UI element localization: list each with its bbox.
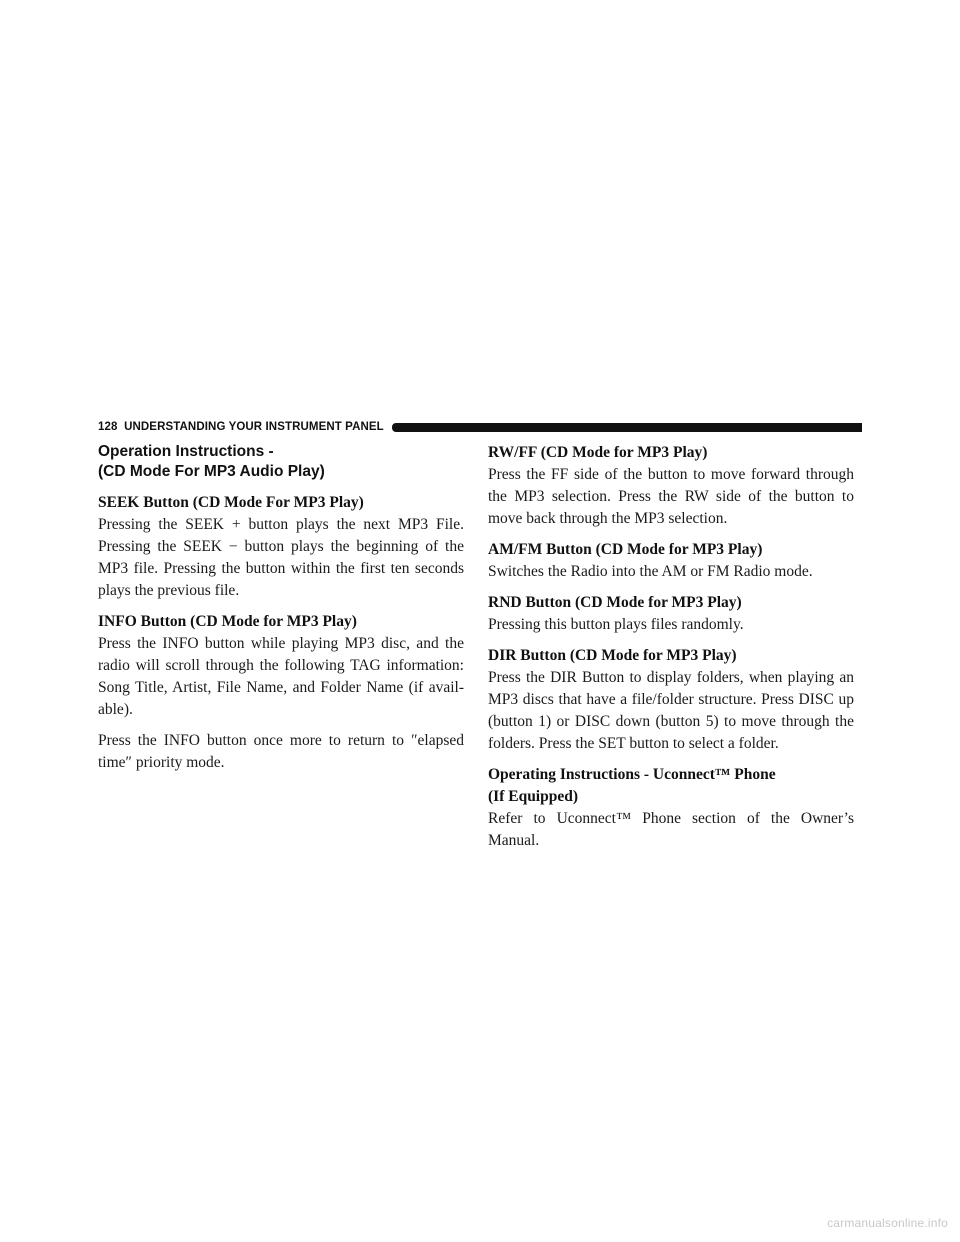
amfm-heading: AM/FM Button (CD Mode for MP3 Play) — [488, 541, 763, 558]
info-paragraph-2: Press the INFO button once more to return to ″elapsed time″ priority mode. — [98, 732, 464, 771]
seek-heading: SEEK Button (CD Mode For MP3 Play) — [98, 494, 364, 511]
header-rule — [392, 423, 862, 432]
rwff-paragraph: Press the FF side of the button to move forward through the MP3 selection. Press the RW side of the button to move back through the MP3 selection. — [488, 466, 854, 527]
seek-paragraph: Pressing the SEEK + button plays the next MP3 File. Pressing the SEEK − button plays the beginning of the MP3 file. Pressing the button within the first ten seconds plays the previous file. — [98, 516, 464, 599]
uconnect-heading-line1: Operating Instructions - Uconnect™ Phone — [488, 766, 776, 783]
uconnect-paragraph: Refer to Uconnect™ Phone section of the Owner’s Manual. — [488, 810, 854, 849]
watermark: carmanualsonline.info — [827, 1216, 948, 1230]
section-heading-mp3-operation — [98, 442, 464, 482]
info-heading: INFO Button (CD Mode for MP3 Play) — [98, 613, 357, 630]
section-heading-line1: Operation Instructions - — [98, 443, 274, 460]
uconnect-heading — [488, 764, 854, 808]
info-paragraph-1: Press the INFO button while playing MP3 disc, and the radio will scroll through the following TAG information: Song Title, Artist, File Name, and Folder Name (if avail-able). — [98, 635, 464, 718]
right-column — [488, 442, 854, 861]
section-title: UNDERSTANDING YOUR INSTRUMENT PANEL — [124, 421, 384, 433]
dir-heading: DIR Button (CD Mode for MP3 Play) — [488, 647, 737, 664]
header-text — [98, 421, 384, 433]
section-heading-line2: (CD Mode For MP3 Audio Play) — [98, 463, 325, 480]
rnd-heading: RND Button (CD Mode for MP3 Play) — [488, 594, 742, 611]
left-column — [98, 442, 464, 783]
amfm-paragraph: Switches the Radio into the AM or FM Radio mode. — [488, 563, 813, 580]
dir-paragraph: Press the DIR Button to display folders, when playing an MP3 discs that have a file/folder structure. Press DISC up (button 1) or DISC down (button 5) to move through the folders. Press the SET button to select a folder. — [488, 669, 854, 752]
page-header — [98, 419, 862, 435]
rnd-paragraph: Pressing this button plays files randomly. — [488, 616, 744, 633]
rwff-heading: RW/FF (CD Mode for MP3 Play) — [488, 444, 708, 461]
uconnect-heading-line2: (If Equipped) — [488, 788, 579, 805]
page-number: 128 — [98, 421, 118, 433]
